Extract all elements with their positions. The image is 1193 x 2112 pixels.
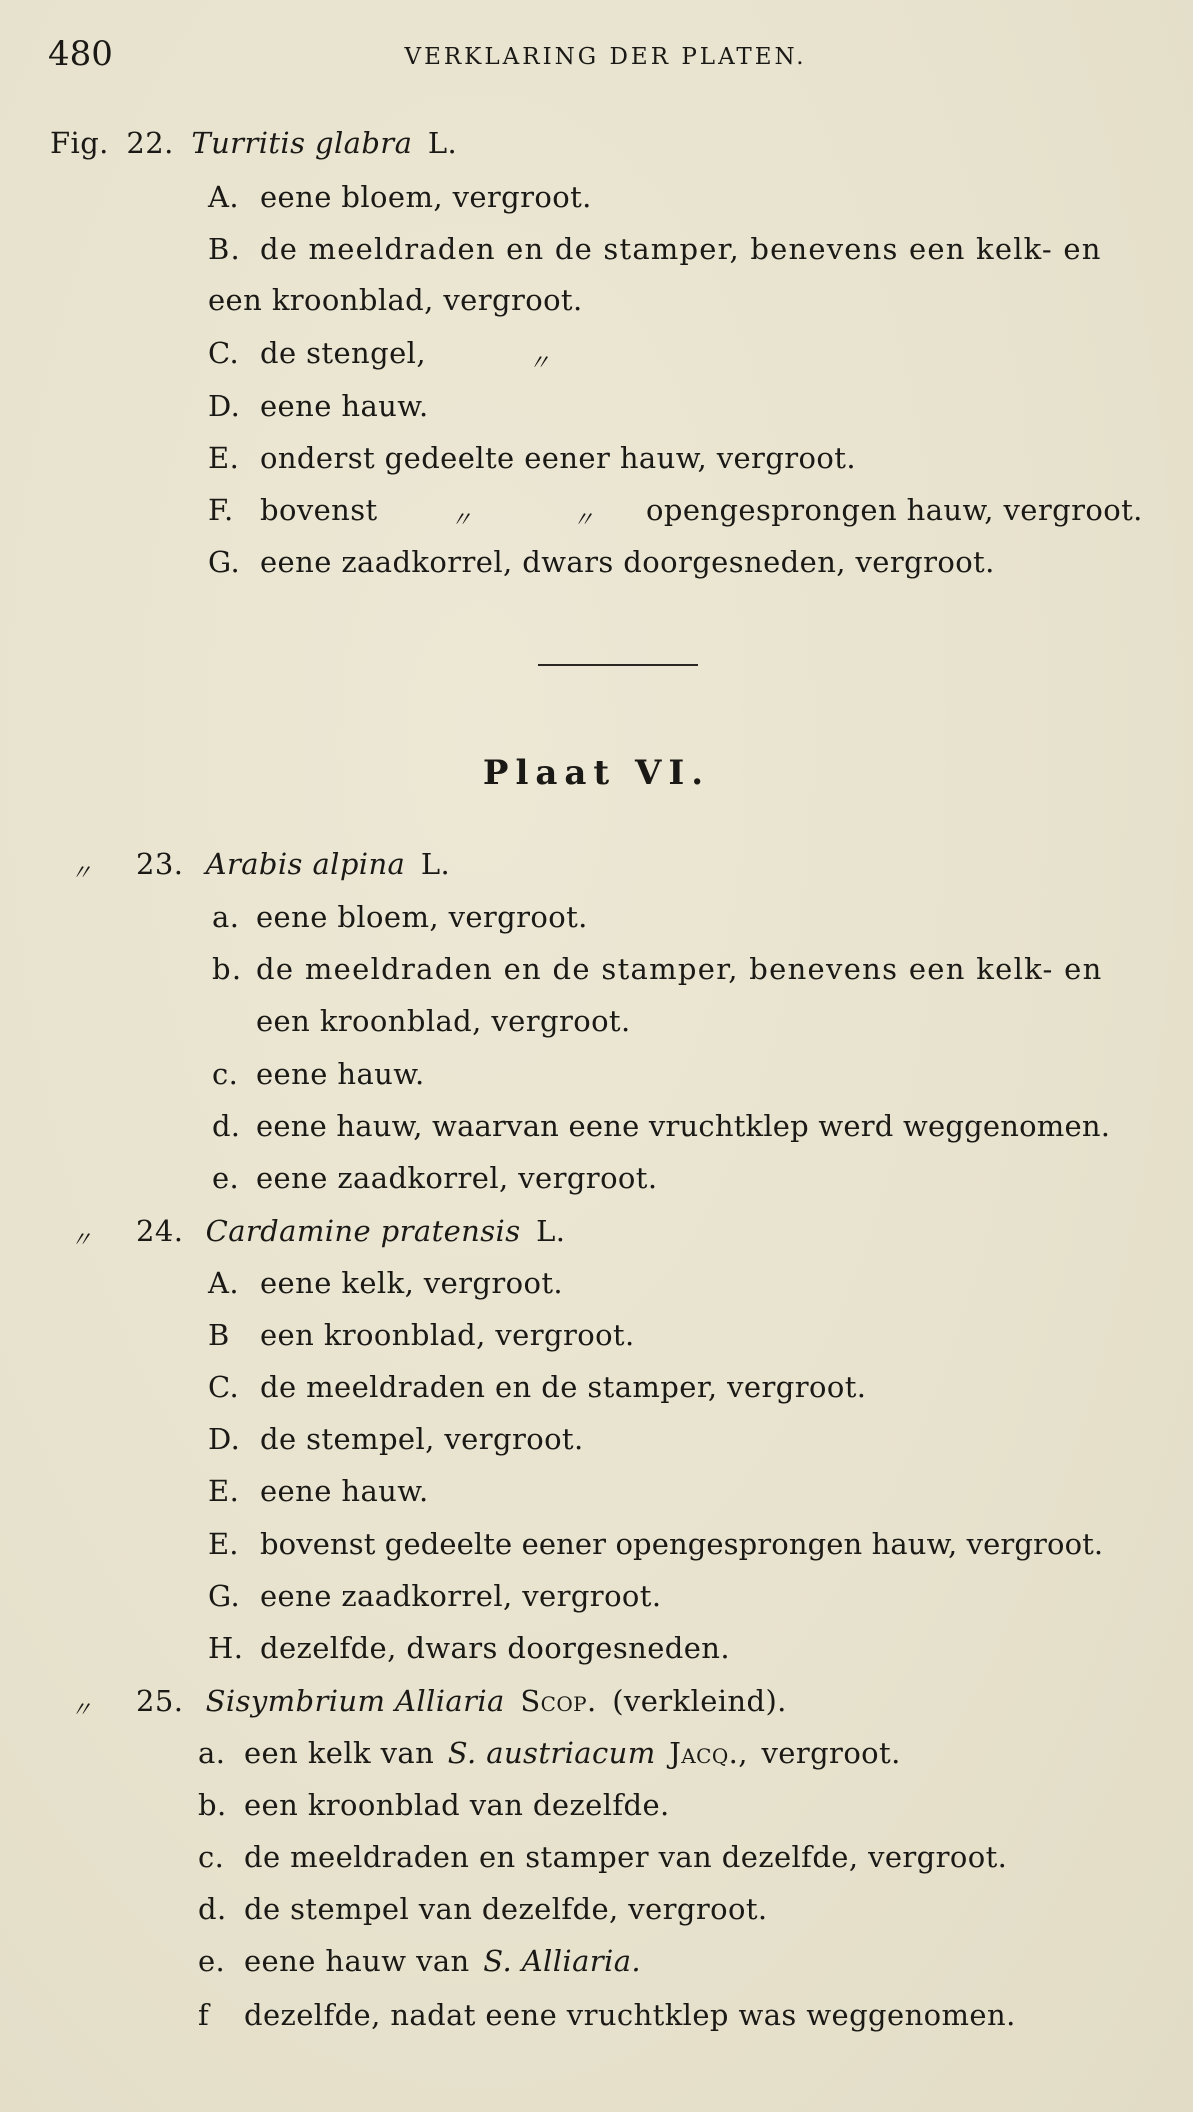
list-item — [208, 336, 426, 370]
item-label: D. — [208, 1422, 241, 1456]
item-text: opengesprongen hauw, vergroot. — [646, 493, 1143, 527]
list-item — [208, 180, 592, 214]
list-item — [208, 1474, 429, 1508]
ditto-mark: 〃 — [70, 1228, 93, 1253]
running-title: VERKLARING DER PLATEN. — [404, 44, 807, 70]
ditto-mark: 〃 — [450, 508, 473, 533]
list-item — [198, 1736, 901, 1770]
list-item — [198, 1840, 1007, 1874]
species-name: S. austriacum — [447, 1736, 656, 1770]
species-author: Scop. — [520, 1684, 597, 1718]
item-text: een kroonblad, vergroot. — [256, 1004, 631, 1038]
item-label: c. — [212, 1057, 239, 1091]
species-name: S. Alliaria. — [483, 1944, 642, 1978]
list-item — [208, 493, 378, 527]
item-text: de stempel, vergroot. — [260, 1422, 584, 1456]
item-text: eene zaadkorrel, vergroot. — [256, 1161, 658, 1195]
item-text: onderst gedeelte eener hauw, vergroot. — [260, 441, 856, 475]
item-text: een kelk van — [244, 1736, 435, 1770]
list-item — [208, 232, 1102, 266]
item-text: eene hauw. — [260, 1474, 429, 1508]
list-item — [208, 1370, 866, 1404]
ditto-mark: 〃 — [528, 351, 551, 376]
list-item — [212, 1109, 1110, 1143]
item-text: de stempel van dezelfde, vergroot. — [244, 1892, 768, 1926]
list-item — [208, 389, 429, 423]
item-label: C. — [208, 336, 240, 370]
list-item-continuation — [208, 283, 583, 317]
figure-25-heading — [136, 1684, 787, 1718]
item-label: e. — [198, 1944, 226, 1978]
figure-number: 25. — [136, 1684, 184, 1718]
item-label: D. — [208, 389, 241, 423]
figure-number: 24. — [136, 1214, 184, 1248]
item-text: de meeldraden en de stamper, benevens een kelk- en — [260, 232, 1102, 266]
item-label: a. — [198, 1736, 226, 1770]
figure-number: 22. — [126, 126, 174, 160]
list-item — [208, 545, 995, 579]
item-label: d. — [198, 1892, 227, 1926]
item-label: A. — [208, 1266, 239, 1300]
size-note: (verkleind). — [612, 1684, 787, 1718]
item-label: A. — [208, 180, 239, 214]
species-name: Arabis alpina — [205, 847, 406, 881]
item-label: E. — [208, 441, 240, 475]
list-item — [208, 1422, 584, 1456]
item-label: b. — [212, 952, 243, 986]
species-author: L. — [427, 126, 458, 160]
item-text: de meeldraden en stamper van dezelfde, vergroot. — [244, 1840, 1008, 1874]
list-item-continuation — [646, 493, 1143, 527]
item-text: eene hauw van — [244, 1944, 470, 1978]
ditto-mark: 〃 — [572, 508, 595, 533]
list-item — [208, 1527, 1103, 1561]
item-text: eene hauw, waarvan eene vruchtklep werd weggenomen. — [256, 1109, 1111, 1143]
list-item — [208, 441, 856, 475]
item-text: bovenst gedeelte eener opengesprongen hauw, vergroot. — [260, 1527, 1104, 1561]
item-text: eene bloem, vergroot. — [260, 180, 592, 214]
item-text: een kroonblad, vergroot. — [208, 283, 583, 317]
item-label: d. — [212, 1109, 241, 1143]
item-label: E. — [208, 1527, 239, 1561]
item-label: B — [208, 1318, 230, 1352]
figure-number: 23. — [136, 847, 184, 881]
ditto-mark: 〃 — [70, 861, 93, 886]
list-item — [212, 952, 1103, 986]
list-item — [212, 900, 588, 934]
item-text: de meeldraden en de stamper, benevens een kelk- en — [256, 952, 1103, 986]
list-item — [212, 1161, 657, 1195]
list-item — [198, 1788, 670, 1822]
list-item — [208, 1266, 563, 1300]
fig-prefix: Fig. — [50, 126, 109, 160]
list-item — [198, 1998, 1016, 2032]
list-item — [208, 1318, 635, 1352]
item-label: B. — [208, 232, 241, 266]
list-item-continuation — [256, 1004, 631, 1038]
species-author: L. — [536, 1214, 566, 1248]
list-item — [198, 1892, 768, 1926]
item-label: c. — [198, 1840, 225, 1874]
item-label: C. — [208, 1370, 240, 1404]
item-text: eene bloem, vergroot. — [256, 900, 588, 934]
item-label: b. — [198, 1788, 227, 1822]
item-text: vergroot. — [761, 1736, 901, 1770]
item-text: een kroonblad van dezelfde. — [244, 1788, 670, 1822]
ditto-mark: 〃 — [70, 1698, 93, 1723]
item-label: G. — [208, 1579, 241, 1613]
plate-title: Plaat VI. — [482, 753, 711, 793]
item-text: eene hauw. — [260, 389, 429, 423]
species-name: Sisymbrium Alliaria — [205, 1684, 505, 1718]
item-label: f — [198, 1998, 210, 2032]
item-text: dezelfde, nadat eene vruchtklep was weggenomen. — [244, 1998, 1016, 2032]
item-text: bovenst — [260, 493, 378, 527]
list-item — [208, 1631, 730, 1665]
figure-22-heading — [50, 126, 457, 160]
list-item — [208, 1579, 661, 1613]
item-label: a. — [212, 900, 240, 934]
page-header — [48, 34, 1163, 78]
item-text: eene hauw. — [256, 1057, 425, 1091]
item-text: eene zaadkorrel, dwars doorgesneden, vergroot. — [260, 545, 995, 579]
figure-24-heading — [136, 1214, 565, 1248]
figure-23-heading — [136, 847, 450, 881]
list-item — [212, 1057, 425, 1091]
item-text: eene kelk, vergroot. — [260, 1266, 564, 1300]
item-label: e. — [212, 1161, 240, 1195]
section-divider — [538, 664, 698, 666]
page-number: 480 — [48, 34, 113, 74]
item-label: H. — [208, 1631, 244, 1665]
item-text: de stengel, — [260, 336, 426, 370]
item-text: een kroonblad, vergroot. — [260, 1318, 635, 1352]
species-name: Turritis glabra — [191, 126, 413, 160]
item-label: G. — [208, 545, 241, 579]
species-name: Cardamine pratensis — [205, 1214, 521, 1248]
item-label: F. — [208, 493, 234, 527]
item-text: dezelfde, dwars doorgesneden. — [260, 1631, 730, 1665]
list-item — [198, 1944, 641, 1978]
item-label: E. — [208, 1474, 240, 1508]
item-text: eene zaadkorrel, vergroot. — [260, 1579, 662, 1613]
species-author: L. — [420, 847, 451, 881]
item-text: de meeldraden en de stamper, vergroot. — [260, 1370, 867, 1404]
species-author: Jacq., — [669, 1736, 748, 1770]
